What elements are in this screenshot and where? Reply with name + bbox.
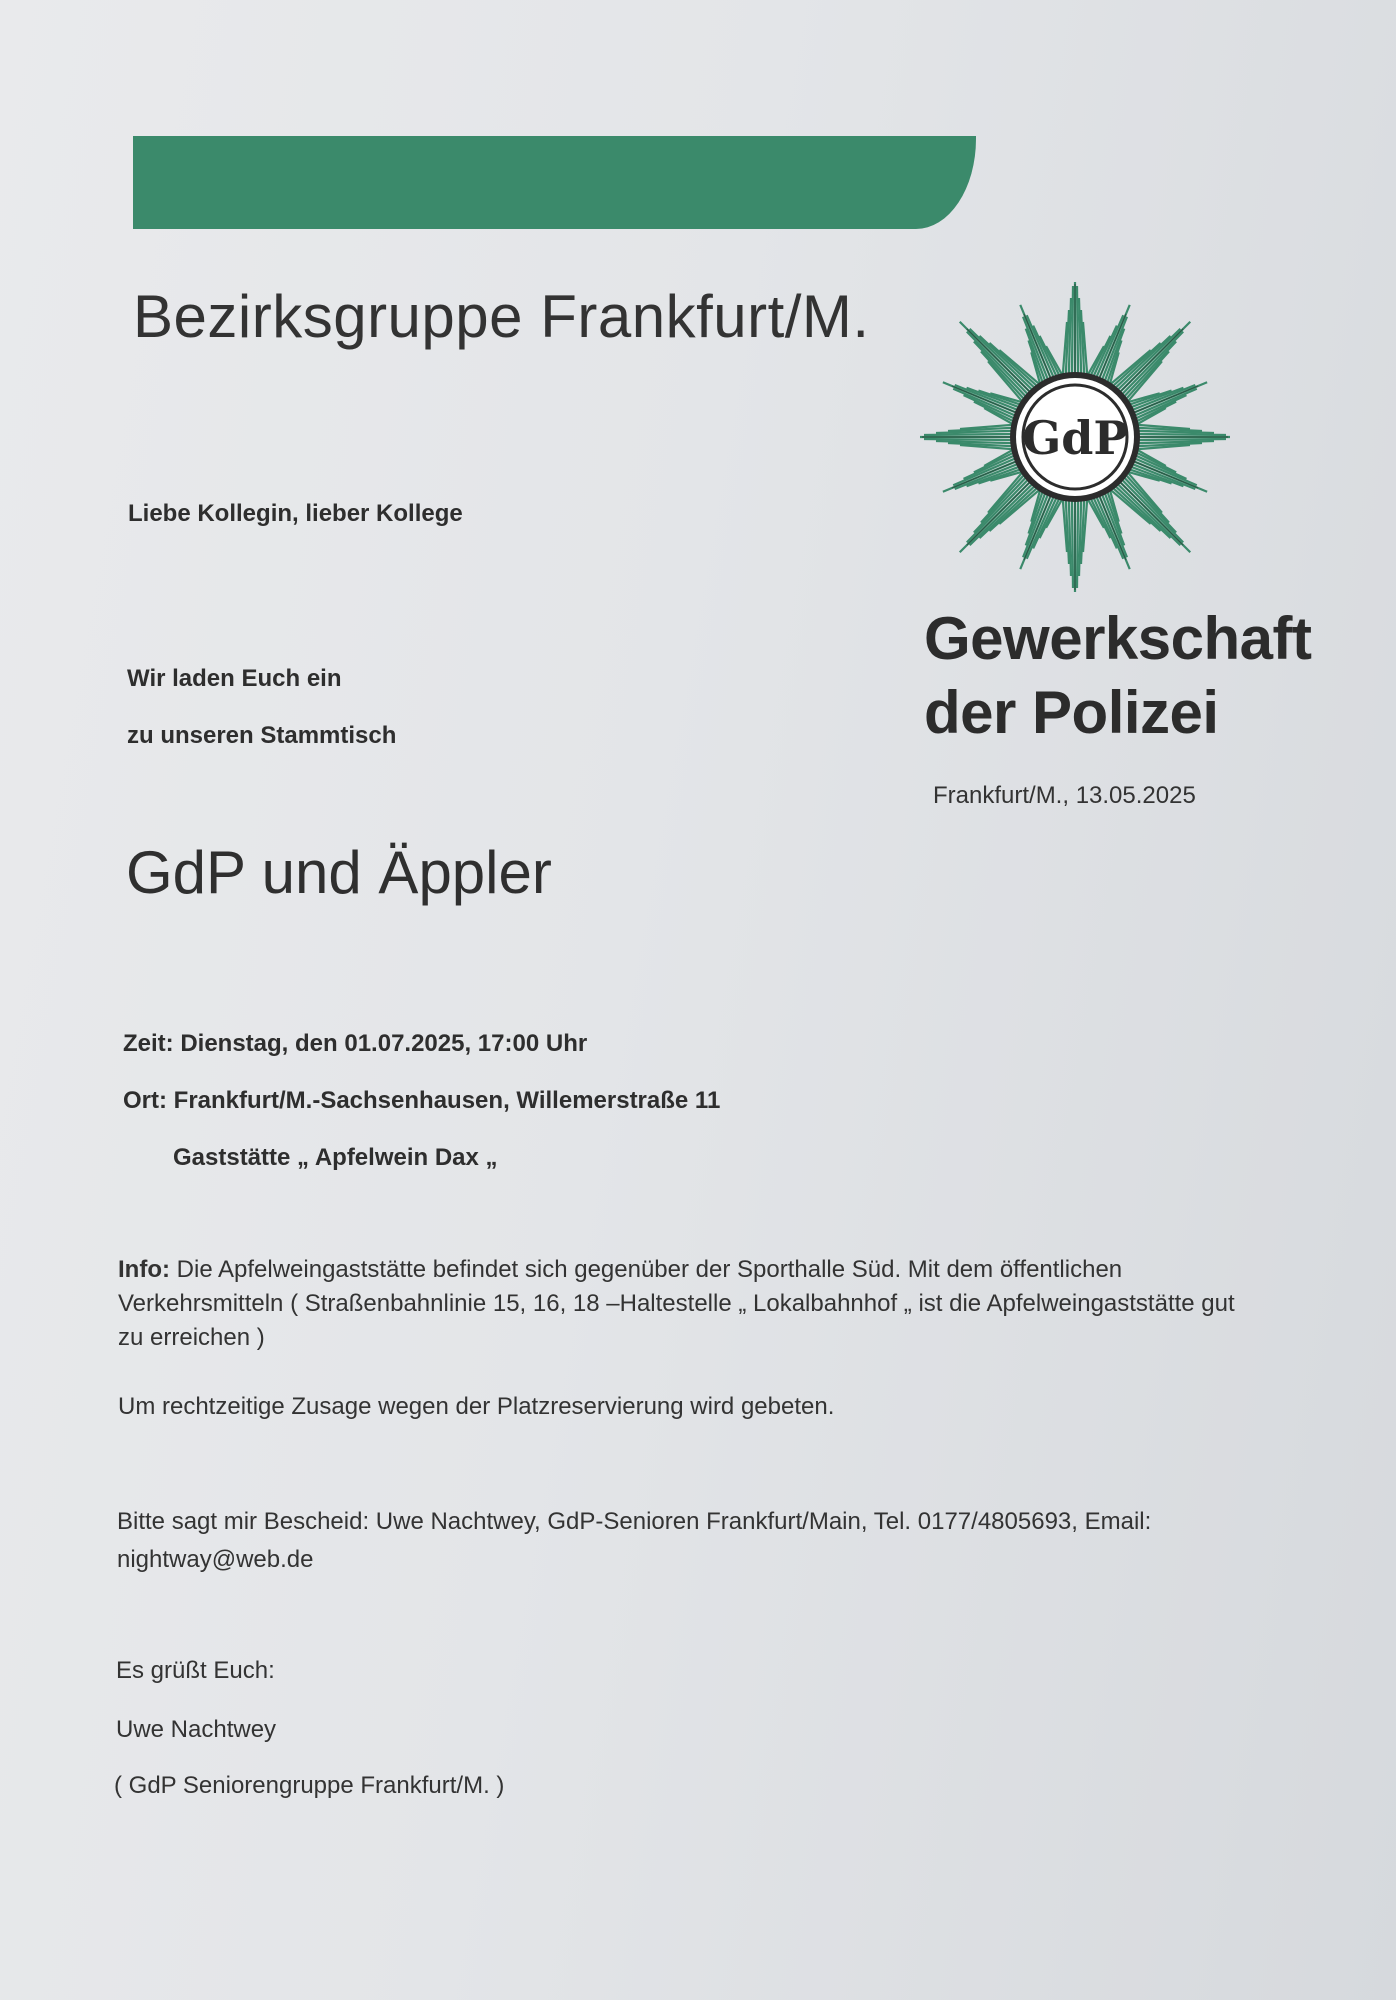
brand-name-line2: der Polizei [924, 679, 1219, 746]
event-time: Zeit: Dienstag, den 01.07.2025, 17:00 Uhr [123, 1030, 588, 1057]
place-date: Frankfurt/M., 13.05.2025 [933, 782, 1196, 809]
contact-paragraph: Bitte sagt mir Bescheid: Uwe Nachtwey, GdP-Senioren Frankfurt/Main, Tel. 0177/4805693, Email: nightway@web.de [117, 1508, 1152, 1573]
signature-group: ( GdP Seniorengruppe Frankfurt/M. ) [114, 1772, 505, 1799]
signature-name: Uwe Nachtwey [116, 1716, 277, 1743]
invite-line-1: Wir laden Euch ein [127, 665, 342, 692]
event-venue: Gaststätte „ Apfelwein Dax „ [173, 1144, 498, 1171]
info-label: Info: [118, 1256, 170, 1283]
logo-monogram: GdP [1021, 411, 1129, 465]
event-title: GdP und Äppler [126, 839, 552, 906]
header-accent-bar [133, 136, 976, 229]
reservation-note: Um rechtzeitige Zusage wegen der Platzreservierung wird gebeten. [118, 1393, 835, 1420]
closing-regards: Es grüßt Euch: [116, 1657, 275, 1684]
info-paragraph [118, 1253, 1238, 1355]
info-text: Die Apfelweingaststätte befindet sich gegenüber der Sporthalle Süd. Mit dem öffentlichen Verkehrsmitteln ( Straßenbahnlinie 15, 16, 18 –Haltestelle „ Lokalbahnhof „ ist die Apfelweingaststätte gut zu erreichen ) [118, 1256, 1235, 1351]
brand-name-line1: Gewerkschaft [924, 605, 1312, 672]
invite-line-2: zu unseren Stammtisch [127, 722, 397, 749]
group-name: Bezirksgruppe Frankfurt/M. [133, 283, 870, 350]
gdp-star-logo-icon [920, 282, 1230, 592]
event-place: Ort: Frankfurt/M.-Sachsenhausen, Willemerstraße 11 [123, 1087, 721, 1114]
greeting: Liebe Kollegin, lieber Kollege [128, 500, 463, 527]
